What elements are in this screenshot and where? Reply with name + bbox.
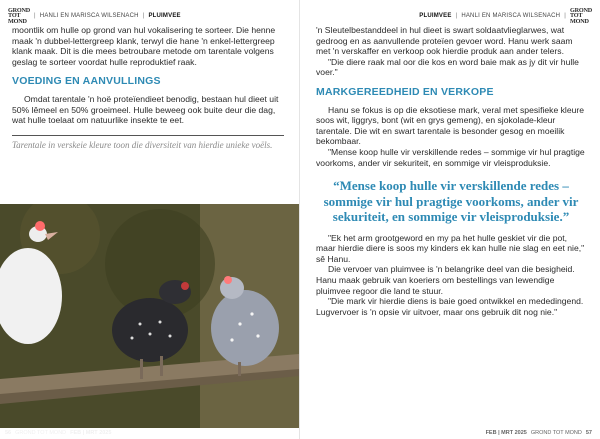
guineafowl-photo: [0, 204, 299, 428]
header-separator: |: [564, 13, 566, 19]
paragraph: "Die diere raak mal oor die kos en word baie mak as jy dit vir hulle voer.": [316, 56, 579, 78]
footer-date: FEB | MRT 2025: [70, 430, 112, 436]
header-separator: |: [455, 13, 458, 19]
left-header: [0, 8, 299, 24]
footer-magazine: GROND TOT MOND: [15, 430, 67, 436]
page-number: 56: [5, 430, 12, 436]
magazine-logo: GROND TOT MOND: [569, 6, 592, 25]
paragraph: Omdat tarentale 'n hoë proteïendieet benodig, bestaan hul dieet uit 50% lêmeel en 50% groeimeel. Hulle beweeg ook buite deur die dag, wat hulle toelaat om natuurlike insekte te eet.: [12, 93, 279, 126]
paragraph: "Die mark vir hierdie diens is baie goed ontwikkel en mededingend. Lugvervoer is 'n opsie vir uitvoer, maar ons gebruik dit nog nie.": [316, 296, 584, 317]
photo-caption: Tarentale in verskeie kleure toon die diversiteit van hierdie unieke voëls.: [12, 139, 273, 150]
right-header: [300, 8, 600, 24]
paragraph: "Ek het arm grootgeword en my pa het hulle geskiet vir die pot, maar hierdie diere is soos my kinders ek kan hulle nie slag en eet nie," sê Hanu.: [316, 232, 585, 264]
header-author: HANLI EN MARISCA WILSENACH: [39, 13, 139, 19]
page-number: 57: [585, 430, 592, 436]
magazine-logo: GROND TOT MOND: [8, 6, 31, 25]
right-article-body: [316, 25, 586, 317]
subheading-market: MARKGEREEDHEID EN VERKOPE: [316, 85, 494, 98]
paragraph: "Mense koop hulle vir verskillende redes – sommige vir hul pragtige voorkoms, ander vir sekuriteit, en sommige vir vleisproduksie.: [316, 146, 585, 168]
pull-quote: “Mense koop hulle vir verskillende redes – sommige vir hul pragtige voorkoms, ander vir sekuriteit, en sommige vir vleisproduksie.”: [323, 178, 579, 225]
right-page: [300, 0, 600, 439]
header-separator: |: [142, 13, 145, 19]
subheading-nutrition: VOEDING EN AANVULLINGS: [12, 75, 161, 88]
paragraph: Hanu se fokus is op die eksotiese mark, veral met spesifieke kleure soos wit, liggrys, bont (wit en grys gemeng), en sjokolade-kleur tarentale. Die wit en swart tarentale is besonder gesog en moeilik bekombaar.: [316, 104, 585, 147]
left-article-body: [12, 25, 284, 151]
paragraph: moontlik om hulle op grond van hul vokalisering te sorteer. Die henne maak 'n dubbel-lettergreep klank, terwyl die hane 'n enkel-lettergreep klank maak. Dit is die mees betroubare metode om tarentale volgens geslag te sorteer voordat hulle reproduktief raak.: [12, 25, 276, 67]
header-section: PLUIMVEE: [148, 13, 181, 19]
left-footer: [5, 430, 115, 436]
paragraph: 'n Sleutelbestanddeel in hul dieet is swart soldaatvlieglarwes, wat gedroog en as aanvullende proteïen gevoer word. Hanu werk saam met 'n verskaffer en verkoop ook hierdie produk aan ander telers.: [316, 25, 573, 57]
right-footer: [482, 430, 592, 436]
footer-date: FEB | MRT 2025: [485, 430, 527, 436]
footer-magazine: GROND TOT MOND: [530, 430, 582, 436]
paragraph: Die vervoer van pluimvee is 'n belangrike deel van die besigheid. Hanu maak gebruik van koeriers om bestellings van lewendige pluimvee regoor die land te stuur.: [316, 264, 575, 296]
header-author: HANLI EN MARISCA WILSENACH: [461, 13, 561, 19]
caption-divider: [12, 135, 284, 136]
header-section: PLUIMVEE: [419, 13, 452, 19]
header-separator: |: [34, 13, 36, 19]
